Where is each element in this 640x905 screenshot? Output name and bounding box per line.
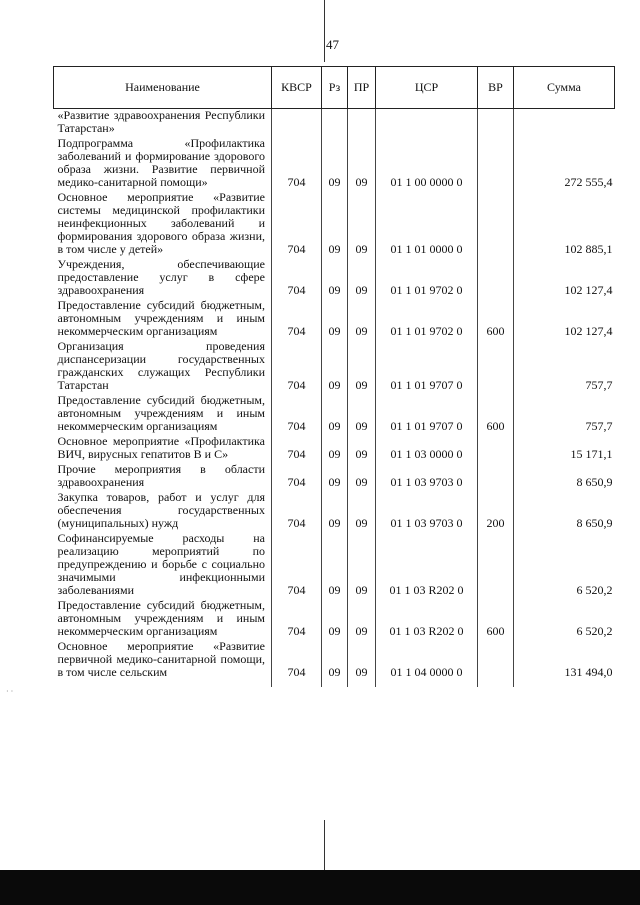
cell-kvsr: 704 — [272, 599, 322, 640]
cell-csr: 01 1 01 9702 0 — [376, 299, 478, 340]
cell-sum: 757,7 — [514, 394, 615, 435]
cell-csr: 01 1 03 R202 0 — [376, 532, 478, 599]
budget-table — [53, 66, 615, 687]
cell-vr — [478, 640, 514, 687]
cell-vr — [478, 109, 514, 138]
cell-vr — [478, 191, 514, 258]
header-pr: ПР — [348, 67, 376, 109]
cell-name: Учреждения, обеспечивающие предоставление услуг в сфере здравоохранения — [57, 257, 265, 297]
cell-rz: 09 — [322, 394, 348, 435]
cell-pr: 09 — [348, 258, 376, 299]
cell-kvsr: 704 — [272, 491, 322, 532]
table-row — [54, 394, 615, 435]
cell-pr: 09 — [348, 640, 376, 687]
cell-vr — [478, 340, 514, 394]
cell-kvsr: 704 — [272, 532, 322, 599]
scan-fold-line-top — [324, 0, 325, 62]
cell-pr: 09 — [348, 599, 376, 640]
cell-name: Основное мероприятие «Развитие первичной медико-санитарной помощи, в том числе сельским — [57, 639, 265, 679]
cell-name: Предоставление субсидий бюджетным, автономным учреждениям и иным некоммерческим организациям — [57, 298, 265, 338]
cell-rz: 09 — [322, 340, 348, 394]
cell-pr: 09 — [348, 532, 376, 599]
cell-sum: 6 520,2 — [514, 532, 615, 599]
table-row — [54, 109, 615, 138]
table-row — [54, 258, 615, 299]
cell-vr — [478, 532, 514, 599]
cell-csr: 01 1 01 9702 0 — [376, 258, 478, 299]
scan-bottom-band — [0, 870, 640, 905]
table-row — [54, 191, 615, 258]
cell-rz: 09 — [322, 299, 348, 340]
table-row — [54, 340, 615, 394]
cell-kvsr: 704 — [272, 463, 322, 491]
cell-pr: 09 — [348, 491, 376, 532]
cell-pr — [348, 109, 376, 138]
cell-rz: 09 — [322, 599, 348, 640]
cell-name: Организация проведения диспансеризации государственных гражданских служащих Республики Татарстан — [57, 339, 265, 392]
table-row — [54, 299, 615, 340]
cell-pr: 09 — [348, 299, 376, 340]
cell-pr: 09 — [348, 394, 376, 435]
cell-name: Софинансируемые расходы на реализацию мероприятий по предупреждению и борьбе с социально значимыми инфекционными заболеваниями — [57, 531, 265, 597]
cell-vr — [478, 463, 514, 491]
cell-rz: 09 — [322, 191, 348, 258]
cell-vr — [478, 137, 514, 191]
header-name: Наименование — [54, 67, 272, 109]
cell-vr — [478, 435, 514, 463]
cell-sum: 102 127,4 — [514, 258, 615, 299]
cell-rz: 09 — [322, 532, 348, 599]
cell-kvsr: 704 — [272, 191, 322, 258]
cell-name: Закупка товаров, работ и услуг для обеспечения государственных (муниципальных) нужд — [57, 490, 265, 530]
cell-sum — [514, 109, 615, 138]
cell-pr: 09 — [348, 463, 376, 491]
header-sum: Сумма — [514, 67, 615, 109]
table-row — [54, 137, 615, 191]
cell-csr: 01 1 03 9703 0 — [376, 463, 478, 491]
cell-sum: 131 494,0 — [514, 640, 615, 687]
cell-name: Прочие мероприятия в области здравоохранения — [57, 462, 265, 489]
cell-sum: 15 171,1 — [514, 435, 615, 463]
header-rz: Рз — [322, 67, 348, 109]
cell-rz: 09 — [322, 258, 348, 299]
cell-name: Основное мероприятие «Развитие системы медицинской профилактики неинфекционных заболеваний и формирования здорового образа жизни, в том числе у детей» — [57, 190, 265, 256]
table-row — [54, 640, 615, 687]
cell-kvsr: 704 — [272, 340, 322, 394]
cell-pr: 09 — [348, 137, 376, 191]
cell-kvsr: 704 — [272, 435, 322, 463]
header-vr: ВР — [478, 67, 514, 109]
scan-fold-line-bottom — [324, 820, 325, 870]
cell-sum: 757,7 — [514, 340, 615, 394]
cell-csr: 01 1 04 0000 0 — [376, 640, 478, 687]
cell-pr: 09 — [348, 435, 376, 463]
cell-rz — [322, 109, 348, 138]
table-header-row — [54, 67, 615, 109]
cell-vr: 600 — [478, 394, 514, 435]
cell-name: Подпрограмма «Профилактика заболеваний и формирование здорового образа жизни. Развитие первичной медико-санитарной помощи» — [57, 136, 265, 189]
table-row — [54, 463, 615, 491]
cell-rz: 09 — [322, 491, 348, 532]
cell-csr: 01 1 00 0000 0 — [376, 137, 478, 191]
cell-rz: 09 — [322, 463, 348, 491]
cell-vr: 200 — [478, 491, 514, 532]
cell-name: Предоставление субсидий бюджетным, автономным учреждениям и иным некоммерческим организациям — [57, 393, 265, 433]
cell-kvsr: 704 — [272, 640, 322, 687]
cell-name: «Развитие здравоохранения Республики Татарстан» — [57, 108, 265, 135]
scan-edge-mark: · · — [6, 687, 14, 696]
cell-sum: 6 520,2 — [514, 599, 615, 640]
header-csr: ЦСР — [376, 67, 478, 109]
cell-sum: 102 127,4 — [514, 299, 615, 340]
cell-rz: 09 — [322, 137, 348, 191]
cell-vr: 600 — [478, 299, 514, 340]
cell-kvsr: 704 — [272, 299, 322, 340]
cell-kvsr: 704 — [272, 137, 322, 191]
cell-kvsr: 704 — [272, 258, 322, 299]
cell-csr: 01 1 03 9703 0 — [376, 491, 478, 532]
cell-rz: 09 — [322, 640, 348, 687]
cell-csr: 01 1 03 R202 0 — [376, 599, 478, 640]
cell-vr: 600 — [478, 599, 514, 640]
cell-name: Предоставление субсидий бюджетным, автономным учреждениям и иным некоммерческим организациям — [57, 598, 265, 638]
cell-sum: 8 650,9 — [514, 463, 615, 491]
cell-vr — [478, 258, 514, 299]
cell-csr: 01 1 01 9707 0 — [376, 340, 478, 394]
cell-pr: 09 — [348, 340, 376, 394]
table-row — [54, 435, 615, 463]
cell-csr: 01 1 01 0000 0 — [376, 191, 478, 258]
header-kvsr: КВСР — [272, 67, 322, 109]
cell-csr: 01 1 03 0000 0 — [376, 435, 478, 463]
cell-name: Основное мероприятие «Профилактика ВИЧ, вирусных гепатитов В и С» — [57, 434, 265, 461]
cell-sum: 102 885,1 — [514, 191, 615, 258]
cell-rz: 09 — [322, 435, 348, 463]
cell-kvsr — [272, 109, 322, 138]
table-row — [54, 599, 615, 640]
cell-csr: 01 1 01 9707 0 — [376, 394, 478, 435]
cell-kvsr: 704 — [272, 394, 322, 435]
cell-csr — [376, 109, 478, 138]
table-row — [54, 532, 615, 599]
page-number: 47 — [326, 37, 339, 52]
cell-sum: 272 555,4 — [514, 137, 615, 191]
table-row — [54, 491, 615, 532]
cell-pr: 09 — [348, 191, 376, 258]
cell-sum: 8 650,9 — [514, 491, 615, 532]
